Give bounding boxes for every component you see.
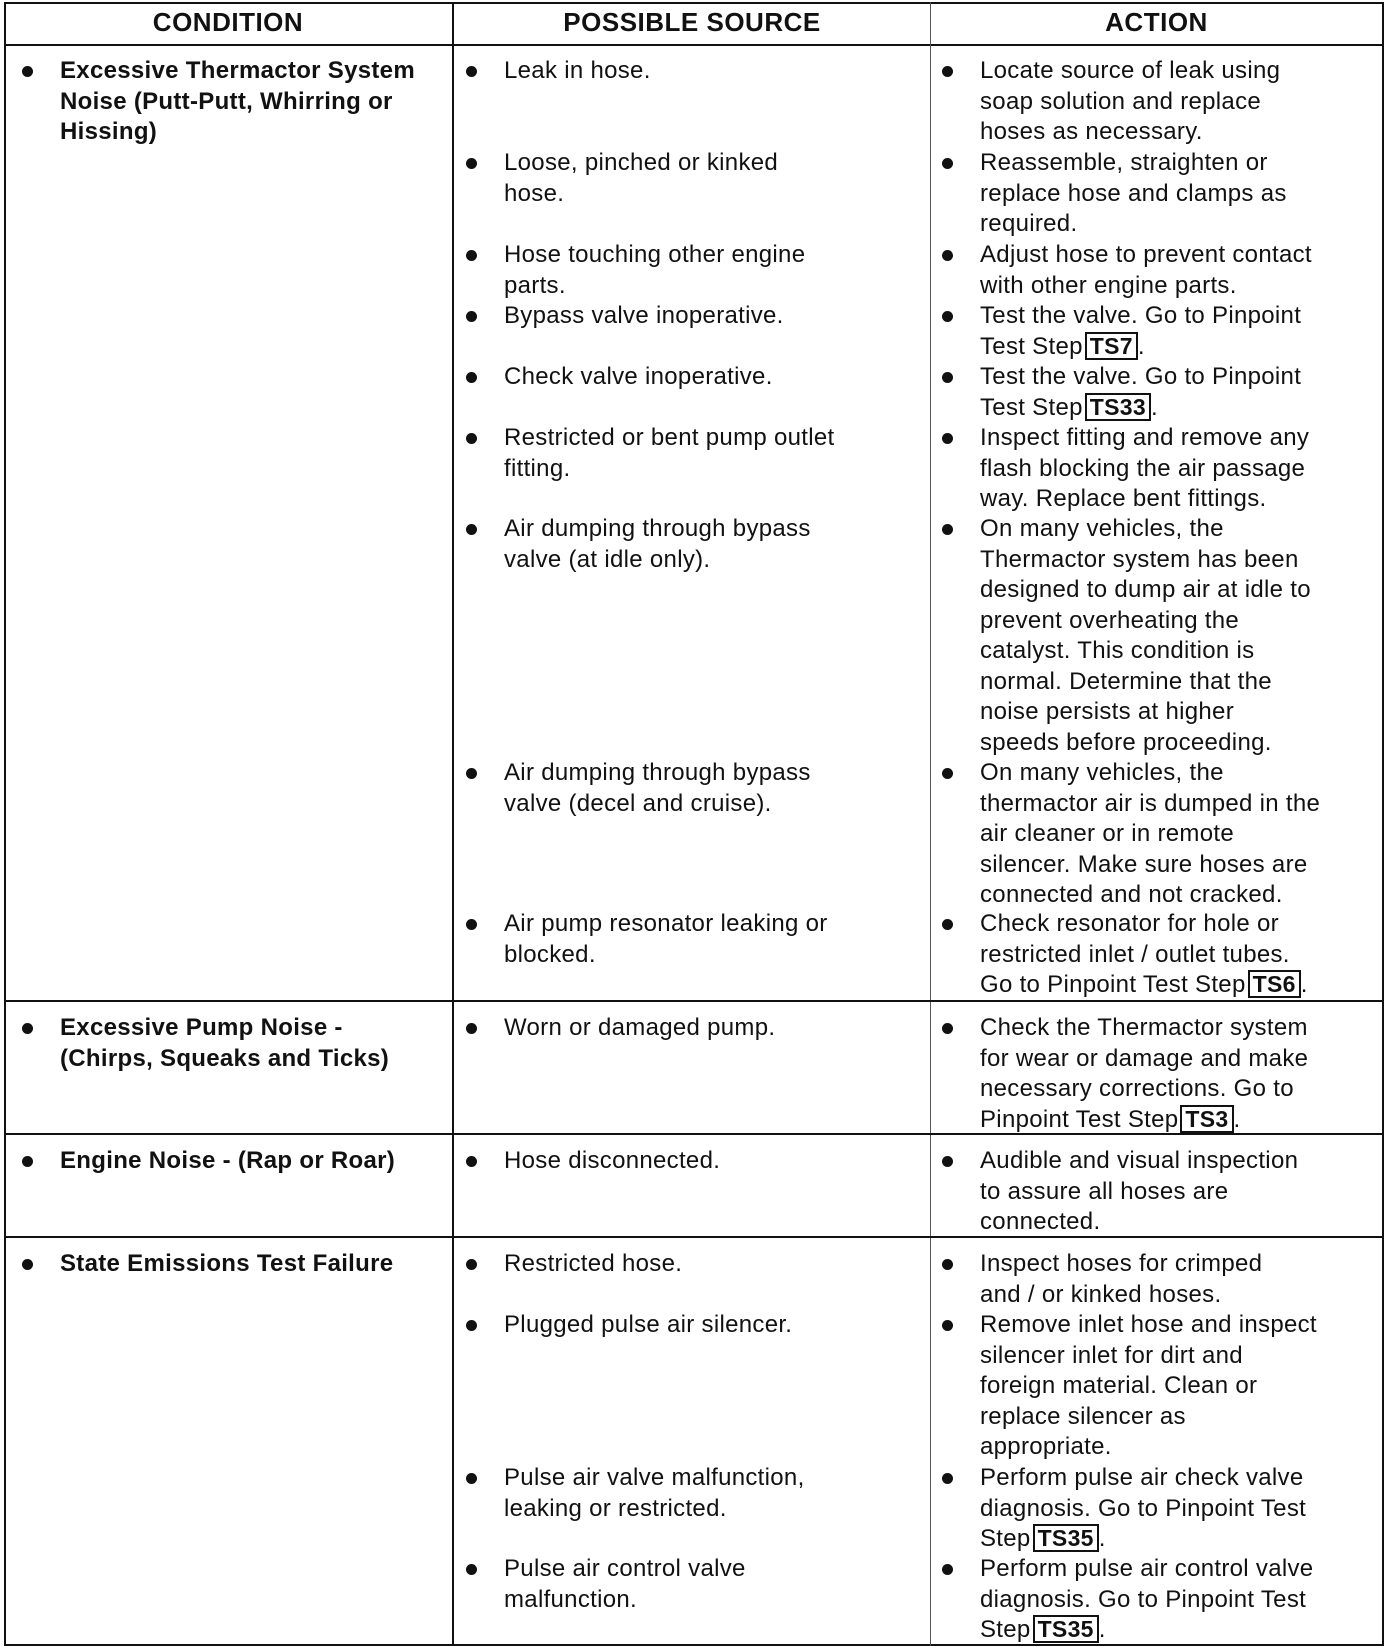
- action-item-text: [980, 909, 1382, 1001]
- suffix: .: [1098, 1616, 1106, 1643]
- source-item-label: Check valve inoperative.: [504, 363, 773, 390]
- source-item-text: [504, 1146, 926, 1177]
- action-item-text: [980, 1554, 1382, 1646]
- source-item-text: [504, 423, 926, 484]
- header-possible-source: POSSIBLE SOURCE: [563, 6, 821, 37]
- bullet-icon: [942, 66, 953, 77]
- table-right-border: [1382, 2, 1384, 1646]
- action-item-label: Audible and visual inspection to assure all hoses are connected.: [980, 1147, 1299, 1235]
- bullet-icon: [942, 250, 953, 261]
- source-item-label: Restricted or bent pump outlet fitting.: [504, 424, 835, 482]
- action-item-text: [980, 1249, 1382, 1310]
- source-item-text: [504, 758, 926, 819]
- bullet-icon: [466, 66, 477, 77]
- action-item-text: [980, 301, 1382, 362]
- bullet-icon: [466, 524, 477, 535]
- source-item-label: Pulse air control valve malfunction.: [504, 1555, 746, 1613]
- action-item-label: Locate source of leak using soap solution and replace hoses as necessary.: [980, 57, 1281, 145]
- bullet-icon: [466, 311, 477, 322]
- source-item-text: [504, 1463, 926, 1524]
- bullet-icon: [22, 1259, 33, 1270]
- suffix: .: [1098, 1525, 1106, 1552]
- condition-cell-text: [60, 1249, 447, 1280]
- action-item-text: [980, 240, 1382, 301]
- action-item-label: Check the Thermactor system for wear or damage and make necessary corrections. Go to Pinpoint Test Step: [980, 1014, 1309, 1133]
- source-item-label: Air dumping through bypass valve (at idle only).: [504, 515, 811, 573]
- bullet-icon: [942, 1023, 953, 1034]
- source-item-text: [504, 514, 926, 575]
- bullet-icon: [942, 433, 953, 444]
- source-item-text: [504, 1310, 926, 1341]
- action-item-label: Test the valve. Go to Pinpoint Test Step: [980, 302, 1302, 360]
- bullet-icon: [942, 1259, 953, 1270]
- action-item-label: On many vehicles, the Thermactor system has been designed to dump air at idle to prevent overheating the catalyst. This condition is normal. Determine that the noise persists at higher speeds before proceeding.: [980, 515, 1311, 756]
- source-item-text: [504, 56, 926, 87]
- bullet-icon: [942, 1473, 953, 1484]
- suffix: .: [1300, 971, 1308, 998]
- test-step-link[interactable]: TS6: [1248, 970, 1301, 998]
- source-item-label: Bypass valve inoperative.: [504, 302, 784, 329]
- action-item-label: Reassemble, straighten or replace hose and clamps as required.: [980, 149, 1287, 237]
- bullet-icon: [466, 1023, 477, 1034]
- action-item-text: [980, 1310, 1382, 1463]
- source-item-text: [504, 301, 926, 332]
- condition-cell-label: Engine Noise - (Rap or Roar): [60, 1147, 396, 1174]
- bullet-icon: [466, 919, 477, 930]
- bullet-icon: [942, 919, 953, 930]
- bullet-icon: [942, 1320, 953, 1331]
- source-item-text: [504, 362, 926, 393]
- table-left-border: [4, 2, 6, 1646]
- action-item-label: Perform pulse air check valve diagnosis. Go to Pinpoint Test Step: [980, 1464, 1307, 1552]
- test-step-link[interactable]: TS3: [1180, 1105, 1233, 1133]
- action-item-label: On many vehicles, the thermactor air is dumped in the air cleaner or in remote silencer. Make sure hoses are connected and not cracked.: [980, 759, 1321, 908]
- action-item-label: Inspect hoses for crimped and / or kinked hoses.: [980, 1250, 1263, 1308]
- bullet-icon: [466, 372, 477, 383]
- test-step-link[interactable]: TS35: [1033, 1615, 1099, 1643]
- bullet-icon: [942, 1156, 953, 1167]
- bullet-icon: [466, 158, 477, 169]
- condition-cell-text: [60, 1146, 447, 1177]
- source-item-text: [504, 909, 926, 970]
- action-item-text: [980, 148, 1382, 240]
- source-item-label: Hose disconnected.: [504, 1147, 721, 1174]
- bullet-icon: [466, 250, 477, 261]
- source-item-text: [504, 1554, 926, 1615]
- action-item-label: Perform pulse air control valve diagnosis. Go to Pinpoint Test Step: [980, 1555, 1314, 1643]
- action-item-text: [980, 1146, 1382, 1238]
- action-item-text: [980, 423, 1382, 515]
- condition-cell-label: State Emissions Test Failure: [60, 1250, 394, 1277]
- action-item-label: Check resonator for hole or restricted inlet / outlet tubes. Go to Pinpoint Test Step: [980, 910, 1290, 998]
- action-item-text: [980, 56, 1382, 148]
- header-action: ACTION: [1105, 6, 1208, 37]
- bullet-icon: [22, 1156, 33, 1167]
- suffix: .: [1233, 1105, 1241, 1133]
- bullet-icon: [942, 524, 953, 535]
- test-step-link[interactable]: TS7: [1085, 332, 1138, 360]
- condition-cell-label: Excessive Pump Noise - (Chirps, Squeaks and Ticks): [60, 1014, 390, 1072]
- source-item-text: [504, 148, 926, 209]
- column-divider-2: [930, 2, 931, 1646]
- bullet-icon: [466, 1259, 477, 1270]
- bullet-icon: [942, 372, 953, 383]
- source-item-label: Hose touching other engine parts.: [504, 241, 806, 299]
- action-item-text: [980, 1013, 1382, 1135]
- source-item-text: [504, 240, 926, 301]
- bullet-icon: [466, 1156, 477, 1167]
- bullet-icon: [466, 1564, 477, 1575]
- bullet-icon: [22, 1023, 33, 1034]
- source-item-text: [504, 1249, 926, 1280]
- source-item-label: Plugged pulse air silencer.: [504, 1311, 793, 1338]
- bullet-icon: [466, 768, 477, 779]
- condition-cell-text: [60, 56, 447, 148]
- column-divider-1: [452, 2, 454, 1646]
- bullet-icon: [942, 311, 953, 322]
- action-item-text: [980, 362, 1382, 423]
- source-item-label: Air pump resonator leaking or blocked.: [504, 910, 828, 968]
- bullet-icon: [466, 1320, 477, 1331]
- bullet-icon: [942, 1564, 953, 1575]
- source-item-label: Pulse air valve malfunction, leaking or restricted.: [504, 1464, 805, 1522]
- test-step-link[interactable]: TS33: [1085, 393, 1151, 421]
- condition-cell-text: [60, 1013, 447, 1074]
- bullet-icon: [942, 768, 953, 779]
- source-item-label: Restricted hose.: [504, 1250, 683, 1277]
- action-item-text: [980, 758, 1382, 911]
- action-item-label: Inspect fitting and remove any flash blocking the air passage way. Replace bent fittings.: [980, 424, 1310, 512]
- test-step-link[interactable]: TS35: [1033, 1524, 1099, 1552]
- source-item-label: Loose, pinched or kinked hose.: [504, 149, 779, 207]
- action-item-label: Adjust hose to prevent contact with other engine parts.: [980, 241, 1312, 299]
- header-bottom-border: [4, 44, 1384, 46]
- source-item-label: Air dumping through bypass valve (decel and cruise).: [504, 759, 811, 817]
- action-item-text: [980, 1463, 1382, 1555]
- source-item-text: [504, 1013, 926, 1044]
- action-item-label: Test the valve. Go to Pinpoint Test Step: [980, 363, 1302, 421]
- condition-cell-label: Excessive Thermactor System Noise (Putt-Putt, Whirring or Hissing): [60, 57, 415, 145]
- source-item-label: Leak in hose.: [504, 57, 651, 84]
- source-item-label: Worn or damaged pump.: [504, 1014, 776, 1041]
- bullet-icon: [466, 1473, 477, 1484]
- suffix: .: [1150, 393, 1158, 421]
- action-item-text: [980, 514, 1382, 758]
- action-item-label: Remove inlet hose and inspect silencer inlet for dirt and foreign material. Clean or replace silencer as appropriate.: [980, 1311, 1317, 1460]
- header-condition: CONDITION: [152, 6, 304, 37]
- bullet-icon: [466, 433, 477, 444]
- suffix: .: [1137, 332, 1145, 360]
- bullet-icon: [942, 158, 953, 169]
- bullet-icon: [22, 66, 33, 77]
